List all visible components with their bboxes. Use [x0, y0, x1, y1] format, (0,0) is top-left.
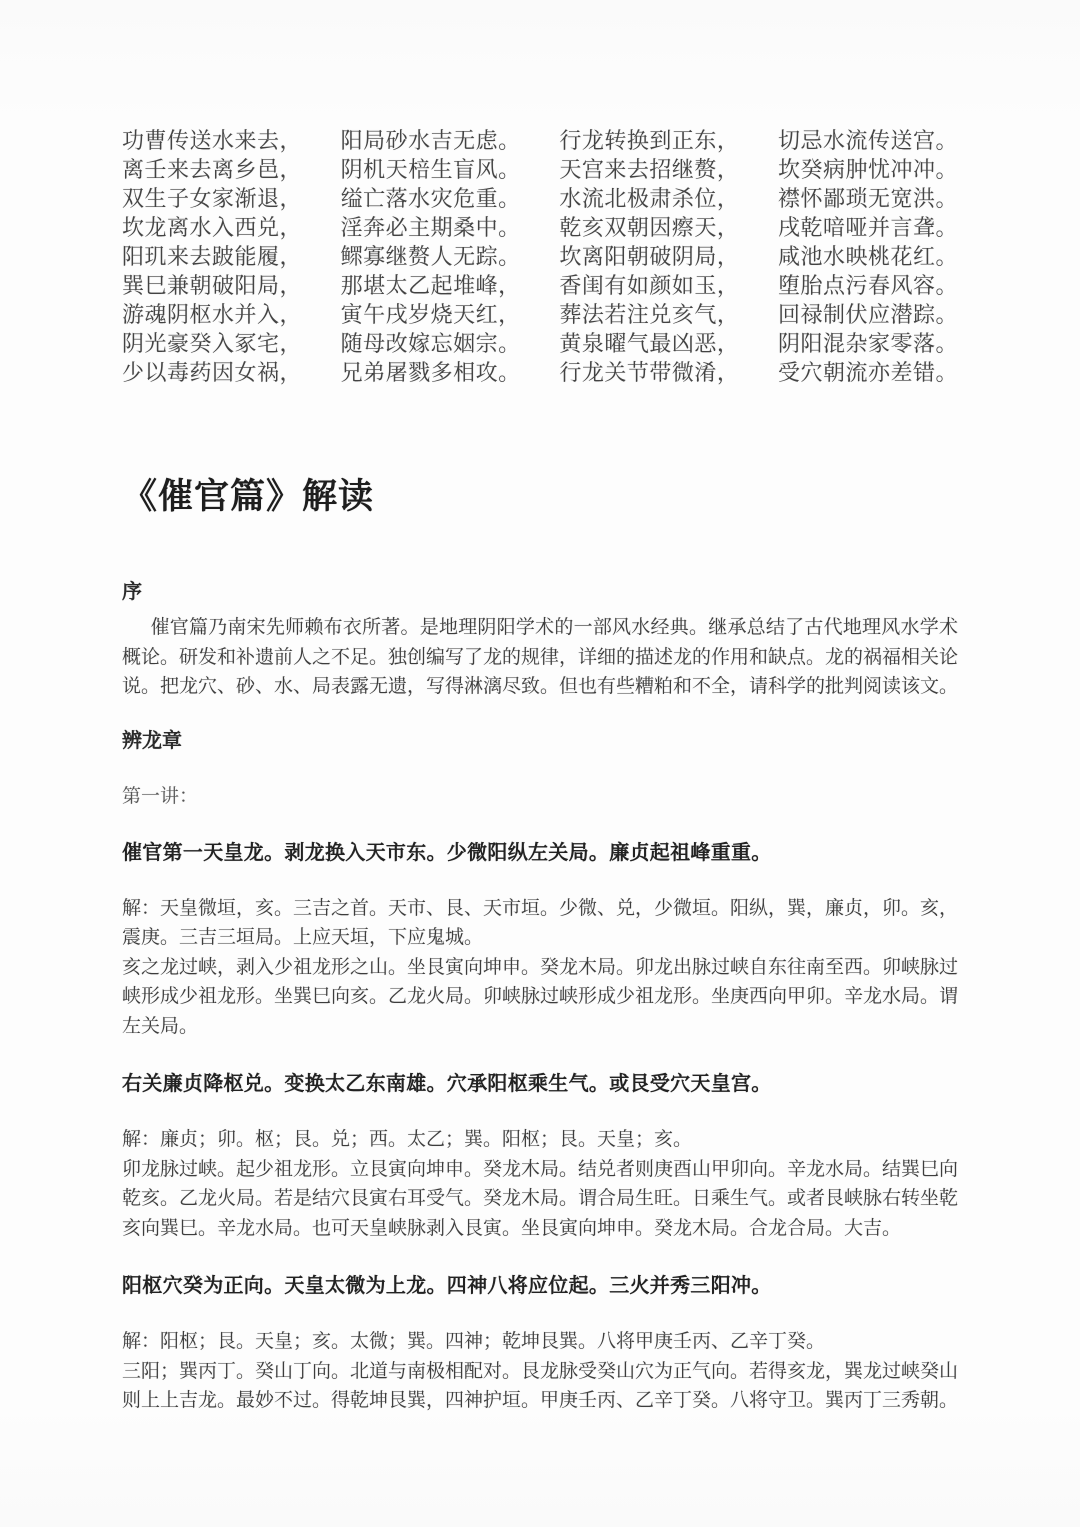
- verse-phrase: 缢亡落水灾危重。: [340, 186, 521, 211]
- section-3-verse: 阳枢穴癸为正向。天皇太微为上龙。四神八将应位起。三火并秀三阳冲。: [122, 1275, 772, 1297]
- verse-phrase: 回禄制伏应潜踪。: [777, 302, 958, 327]
- verse-phrase: 兄弟屠戮多相攻。: [340, 360, 521, 385]
- document-title: 《催官篇》解读: [122, 477, 375, 516]
- verse-line: [122, 242, 958, 271]
- verse-line: [122, 155, 958, 184]
- verse-phrase: 寅午戌岁烧天红，: [340, 302, 521, 327]
- verse-phrase: 离壬来去离乡邑，: [122, 157, 303, 182]
- lecture-label: 第一讲：: [122, 785, 199, 807]
- commentary-paragraph: 卯龙脉过峡。起少祖龙形。立艮寅向坤申。癸龙木局。结兑者则庚酉山甲卯向。辛龙水局。结巽巳向乾亥。乙龙火局。若是结穴艮寅右耳受气。癸龙木局。谓合局生旺。日乘生气。或者艮峡脉右转坐乾亥向巽巳。辛龙水局。也可天皇峡脉剥入艮寅。坐艮寅向坤申。癸龙木局。合龙合局。大吉。: [122, 1158, 959, 1239]
- section-2-verse: 右关廉贞降枢兑。变换太乙东南雄。穴承阳枢乘生气。或艮受穴天皇宫。: [122, 1073, 772, 1095]
- verse-phrase: 双生子女家渐退，: [122, 186, 303, 211]
- opening-verse: [122, 126, 958, 387]
- commentary-paragraph: 亥之龙过峡，剥入少祖龙形之山。坐艮寅向坤申。癸龙木局。卯龙出脉过峡自东往南至西。卯峡脉过峡形成少祖龙形。坐巽巳向亥。乙龙火局。卯峡脉过峡形成少祖龙形。坐庚西向甲卯。辛龙水局。谓左关局。: [122, 956, 959, 1037]
- section-1-commentary: [122, 894, 958, 1042]
- preface-paragraph: 催官篇乃南宋先师赖布衣所著。是地理阴阳学术的一部风水经典。继承总结了古代地理风水学术概论。研发和补遗前人之不足。独创编写了龙的规律，详细的描述龙的作用和缺点。龙的祸福相关论说。把龙穴、砂、水、局表露无遗，写得淋漓尽致。但也有些糟粕和不全，请科学的批判阅读该文。: [122, 617, 959, 697]
- verse-line: [122, 300, 958, 329]
- verse-phrase: 少以毒药因女祸，: [122, 360, 303, 385]
- verse-phrase: 坎离阳朝破阴局，: [559, 244, 740, 269]
- chapter-heading: 辨龙章: [122, 729, 182, 752]
- verse-phrase: 坎癸病肿忧冲冲。: [777, 157, 958, 182]
- verse-line: [122, 358, 958, 387]
- verse-phrase: 那堪太乙起堆峰，: [340, 273, 521, 298]
- verse-phrase: 堕胎点污春风容。: [777, 273, 958, 298]
- preface-heading: 序: [122, 581, 142, 603]
- verse-phrase: 淫奔必主期桑中。: [340, 215, 521, 240]
- verse-phrase: 天宫来去招继赘，: [559, 157, 740, 182]
- commentary-paragraph: 解：天皇微垣，亥。三吉之首。天市、艮、天市垣。少微、兑，少微垣。阳纵，巽，廉贞，卯。亥，震庚。三吉三垣局。上应天垣，下应鬼城。: [122, 897, 959, 948]
- verse-phrase: 阴光豪癸入冢宅，: [122, 331, 303, 356]
- verse-phrase: 襟怀鄙琐无宽洪。: [777, 186, 958, 211]
- verse-phrase: 阴阳混杂家零落。: [777, 331, 958, 356]
- verse-phrase: 阳玑来去跛能履，: [122, 244, 303, 269]
- verse-phrase: 葬法若注兑亥气，: [559, 302, 740, 327]
- verse-phrase: 行龙转换到正东，: [559, 128, 740, 153]
- verse-phrase: 香闺有如颜如玉，: [559, 273, 740, 298]
- section-1-verse: 催官第一天皇龙。剥龙换入天市东。少微阳纵左关局。廉贞起祖峰重重。: [122, 841, 772, 864]
- verse-phrase: 阴机天棓生盲风。: [340, 157, 521, 182]
- verse-phrase: 黄泉曜气最凶恶，: [559, 331, 740, 356]
- verse-phrase: 游魂阴枢水并入，: [122, 302, 303, 327]
- verse-phrase: 水流北极肃杀位，: [559, 186, 740, 211]
- verse-phrase: 受穴朝流亦差错。: [777, 360, 958, 385]
- verse-line: [122, 213, 958, 242]
- verse-phrase: 戌乾喑哑并言聋。: [777, 215, 958, 240]
- verse-line: [122, 184, 958, 213]
- verse-phrase: 阳局砂水吉无虑。: [340, 128, 521, 153]
- commentary-paragraph: 解：阳枢；艮。天皇；亥。太微；巽。四神；乾坤艮巽。八将甲庚壬丙、乙辛丁癸。: [122, 1331, 826, 1352]
- section-2-commentary: [122, 1125, 958, 1243]
- verse-line: [122, 329, 958, 358]
- commentary-paragraph: 三阳；巽丙丁。癸山丁向。北道与南极相配对。艮龙脉受癸山穴为正气向。若得亥龙，巽龙过峡癸山则上上吉龙。最妙不过。得乾坤艮巽，四神护垣。甲庚壬丙、乙辛丁癸。八将守卫。巽丙丁三秀朝。: [122, 1360, 959, 1411]
- commentary-paragraph: 解：廉贞；卯。枢；艮。兑；西。太乙；巽。阳枢；艮。天皇；亥。: [122, 1129, 693, 1150]
- section-3-commentary: [122, 1327, 958, 1416]
- verse-phrase: 巽巳兼朝破阳局，: [122, 273, 303, 298]
- verse-phrase: 行龙关节带微淆，: [559, 360, 740, 385]
- verse-phrase: 功曹传送水来去，: [122, 128, 303, 153]
- verse-phrase: 鳏寡继赘人无踪。: [340, 244, 521, 269]
- verse-line: [122, 126, 958, 155]
- verse-phrase: 坎龙离水入西兑，: [122, 215, 303, 240]
- verse-phrase: 咸池水映桃花红。: [777, 244, 958, 269]
- verse-phrase: 随母改嫁忘姻宗。: [340, 331, 521, 356]
- verse-phrase: 乾亥双朝因瘵天，: [559, 215, 740, 240]
- verse-phrase: 切忌水流传送宫。: [777, 128, 958, 153]
- verse-line: [122, 271, 958, 300]
